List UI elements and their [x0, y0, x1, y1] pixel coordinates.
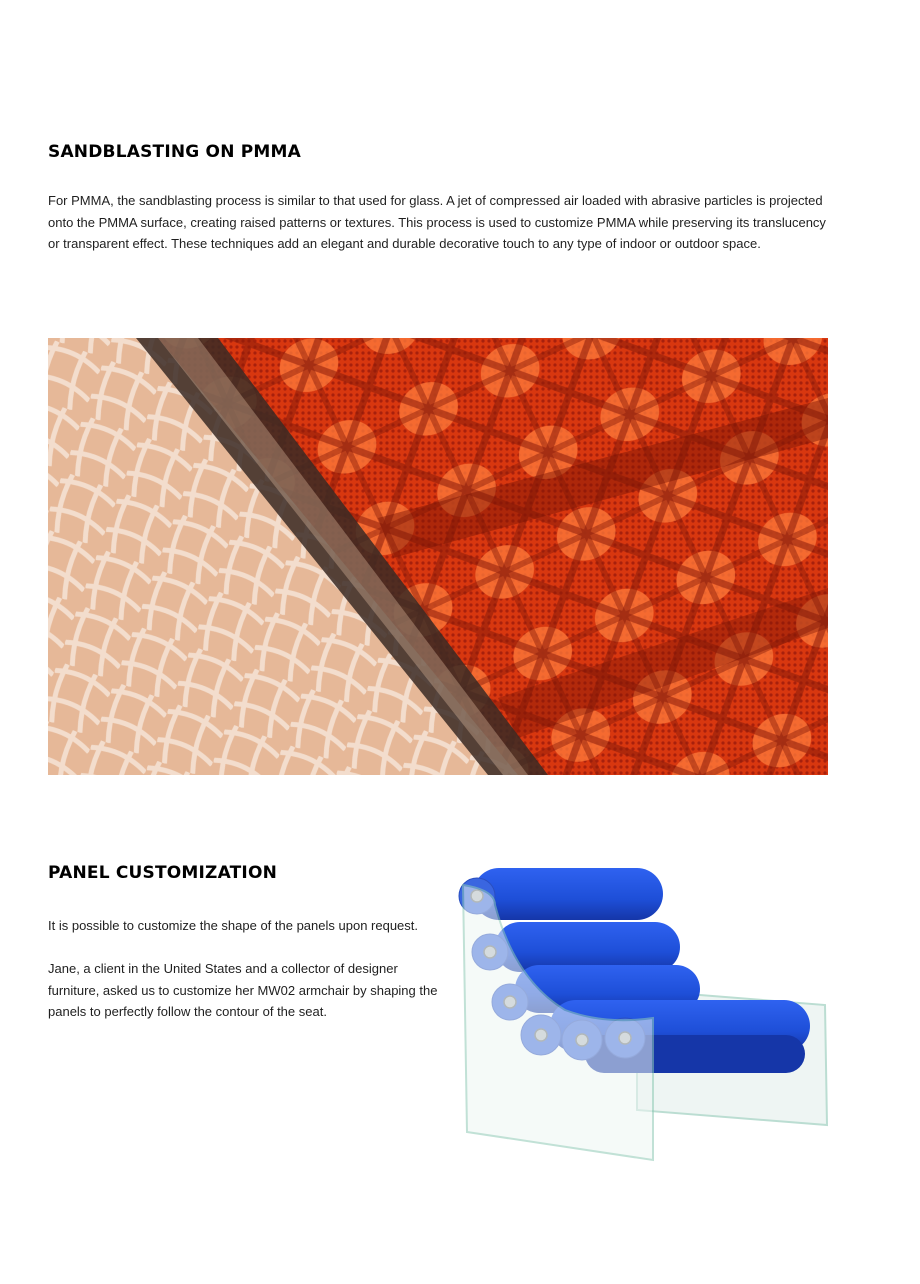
section-title-sandblasting: SANDBLASTING ON PMMA: [48, 142, 301, 162]
sandblasted-pmma-photo: [48, 338, 828, 775]
section-paragraph: It is possible to customize the shape of the panels upon request.: [48, 918, 419, 933]
section-title-panel-customization: PANEL CUSTOMIZATION: [48, 863, 278, 883]
section-paragraph: Jane, a client in the United States and a collector of designer furniture, asked us to customize her MW02 armchair by shaping the panels to perfectly follow the contour of the seat.: [48, 961, 438, 1019]
mw02-armchair-photo: [455, 860, 840, 1170]
section-body-sandblasting: For PMMA, the sandblasting process is similar to that used for glass. A jet of compressed air loaded with abrasive particles is projected onto the PMMA surface, creating raised patterns or textures. This process is used to customize PMMA while preserving its translucency or transparent effect. These techniques add an elegant and durable decorative touch to any type of indoor or outdoor space.: [48, 193, 826, 251]
